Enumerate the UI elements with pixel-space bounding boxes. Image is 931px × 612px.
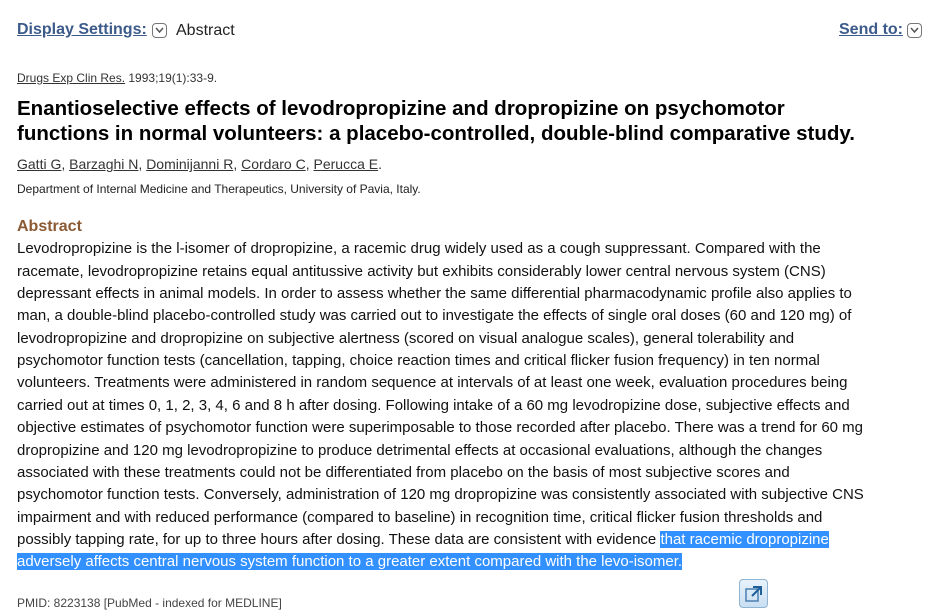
popup-arrow-icon[interactable]: [739, 579, 768, 608]
journal-link[interactable]: Drugs Exp Clin Res.: [17, 71, 126, 85]
article-title: [17, 96, 855, 146]
display-settings-link[interactable]: Display Settings:: [17, 21, 147, 38]
author-link[interactable]: Cordaro C: [241, 156, 306, 172]
abstract-line: psychomotor function tests (cancellation, tapping, choice reaction times and critical flicker fusion frequency) in ten normal: [17, 352, 820, 369]
title-line: functions in normal volunteers: a placebo-controlled, double-blind comparative study.: [17, 122, 855, 145]
chevron-down-icon[interactable]: [907, 23, 922, 38]
display-settings-value: Abstract: [176, 22, 235, 39]
abstract-line: carried out at times 0, 1, 2, 3, 4, 6 and 8 h after dosing. Following intake of a 60 mg levodropizine dose, subjective effects and: [17, 397, 850, 414]
citation-details: 1993;19(1):33-9.: [125, 71, 218, 85]
author-link[interactable]: Dominijanni R: [146, 156, 234, 172]
abstract-line: impairment and with reduced performance (compared to baseline) in recognition time, critical flicker fusion thresholds and: [17, 509, 823, 526]
abstract-line: racemate, levodropropizine retains equal antitussive activity but exhibits considerably lower central nervous system (CNS): [17, 263, 826, 280]
citation-line: [17, 71, 217, 85]
selected-text: that racemic dropropizine: [660, 531, 829, 548]
abstract-line: Levodropropizine is the l-isomer of dropropizine, a racemic drug widely used as a cough suppressant. Compared with the: [17, 240, 821, 257]
author-link[interactable]: Perucca E: [313, 156, 379, 172]
abstract-line: levodropropizine and dropropizine on subjective alertness (scored on visual analogue scales), general tolerability and: [17, 330, 795, 347]
author-list: Gatti G, Barzaghi N, Dominijanni R, Cordaro C, Perucca E.: [17, 156, 382, 172]
abstract-text: possibly tapping rate, for up to three hours after dosing. These data are consistent with evidence: [17, 531, 661, 548]
send-to-link[interactable]: Send to:: [839, 21, 903, 38]
pmid-line: PMID: 8223138 [PubMed - indexed for MEDLINE]: [17, 596, 282, 610]
author-link[interactable]: Barzaghi N: [69, 156, 139, 172]
author-link[interactable]: Gatti G: [17, 156, 62, 172]
abstract-line: objective estimates of psychomotor function were superimposable to those recorded after placebo. There was a trend for 60 mg: [17, 419, 864, 436]
abstract-line: depressant effects in animal models. In order to assess whether the same differential pharmacodynamic profile also applies to: [17, 285, 852, 302]
abstract-line: psychomotor function tests. Conversely, administration of 120 mg dropropizine was consistently associated with subjective CNS: [17, 486, 864, 503]
abstract-heading: Abstract: [17, 218, 82, 235]
abstract-line: man, a double-blind placebo-controlled study was carried out to investigate the effects of single oral doses (60 and 120 mg) of: [17, 307, 852, 324]
affiliation: Department of Internal Medicine and Therapeutics, University of Pavia, Italy.: [17, 182, 421, 196]
chevron-down-icon[interactable]: [152, 23, 167, 38]
abstract-line: dropropizine and 120 mg levodropropizine to produce detrimental effects at occasional evaluations, although the changes: [17, 442, 823, 459]
abstract-line: associated with these treatments could not be differentiated from placebo on the basis of most subjective scores and: [17, 464, 790, 481]
abstract-line: volunteers. Treatments were administered in random sequence at intervals of at least one week, evaluation procedures being: [17, 374, 848, 391]
abstract-line: [17, 530, 829, 550]
selected-text: adversely affects central nervous system function to a greater extent compared with the levo-isomer.: [17, 553, 683, 570]
abstract-line: [17, 552, 682, 572]
title-line: Enantioselective effects of levodropropizine and dropropizine on psychomotor: [17, 97, 785, 120]
